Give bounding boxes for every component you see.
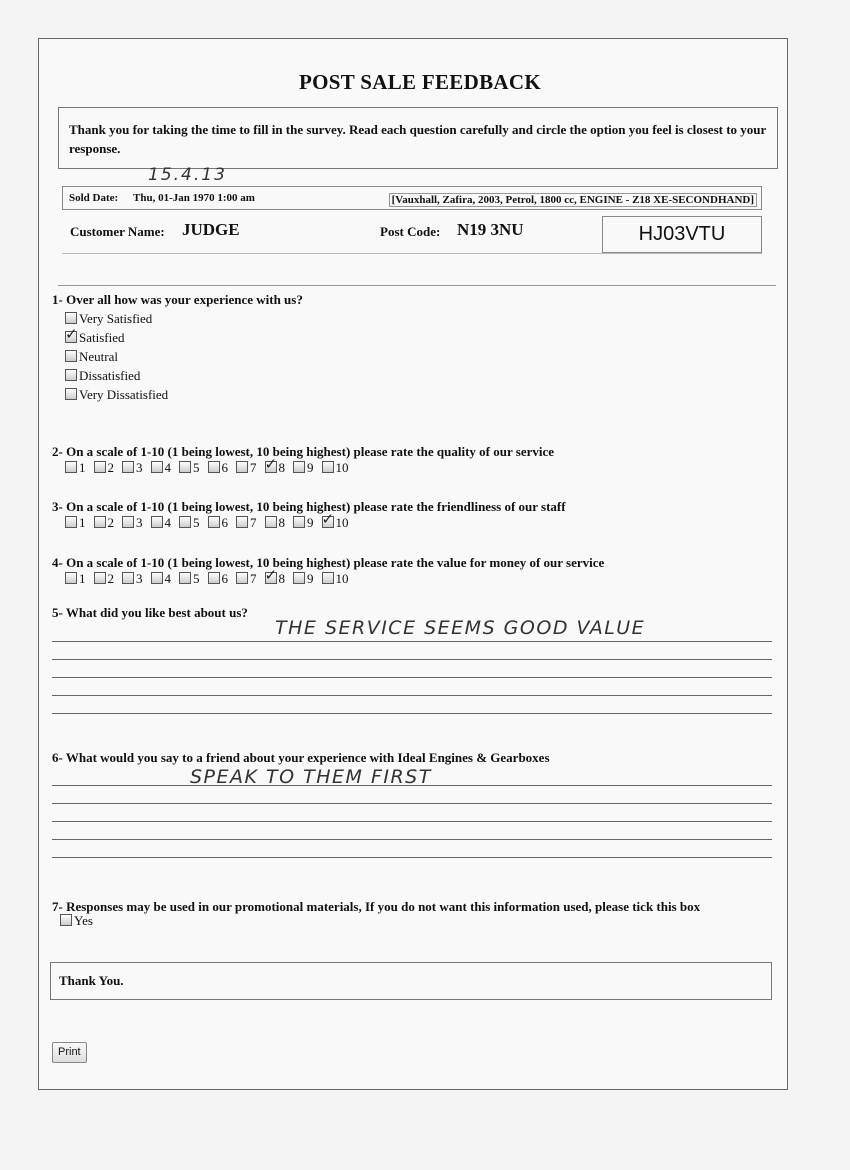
q4-scale-label: 10 — [335, 571, 349, 586]
checkbox-icon[interactable] — [293, 516, 305, 528]
q2-scale-item[interactable] — [322, 460, 349, 476]
checkbox-icon[interactable] — [65, 369, 77, 381]
q4-scale-item[interactable] — [179, 571, 200, 587]
post-code-value: N19 3NU — [457, 220, 524, 239]
q2-scale-item[interactable] — [122, 460, 143, 476]
q4-scale-item[interactable] — [122, 571, 143, 587]
handwritten-date: 15.4.13 — [148, 165, 227, 185]
q3-scale-item[interactable] — [94, 515, 115, 531]
question-5-answer[interactable]: THE SERVICE SEEMS GOOD VALUE — [275, 617, 646, 639]
checkbox-icon[interactable] — [236, 516, 248, 528]
question-2: 2- On a scale of 1-10 (1 being lowest, 10 being highest) please rate the quality of our service — [52, 444, 555, 459]
checkbox-icon[interactable] — [179, 516, 191, 528]
q3-scale-label: 6 — [221, 515, 228, 530]
q4-scale-item[interactable] — [65, 571, 86, 587]
q2-scale-label: 7 — [250, 460, 257, 475]
option-yes-label: Yes — [74, 913, 93, 928]
q4-scale-item[interactable] — [293, 571, 314, 587]
q3-scale-label: 1 — [79, 515, 86, 530]
checkbox-icon[interactable] — [265, 461, 277, 473]
answer-line — [52, 803, 772, 804]
vehicle-details: [Vauxhall, Zafira, 2003, Petrol, 1800 cc, ENGINE - Z18 XE-SECONDHAND] — [389, 193, 757, 207]
checkbox-icon[interactable] — [94, 461, 106, 473]
q4-scale-item[interactable] — [236, 571, 257, 587]
answer-line — [52, 695, 772, 696]
q2-scale-item[interactable] — [65, 460, 86, 476]
q3-scale-label: 4 — [164, 515, 171, 530]
q1-option-label: Very Satisfied — [79, 311, 153, 326]
q3-scale-item[interactable] — [65, 515, 86, 531]
checkbox-icon[interactable] — [122, 461, 134, 473]
q4-scale-label: 7 — [250, 571, 257, 586]
checkbox-icon[interactable] — [179, 461, 191, 473]
q3-scale-item[interactable] — [265, 515, 286, 531]
q2-scale-item[interactable] — [94, 460, 115, 476]
q3-scale-label: 7 — [250, 515, 257, 530]
q3-scale-item[interactable] — [322, 515, 349, 531]
question-3: 3- On a scale of 1-10 (1 being lowest, 10 being highest) please rate the friendliness of our staff — [52, 499, 566, 514]
q3-scale-label: 2 — [107, 515, 114, 530]
q4-scale-item[interactable] — [322, 571, 349, 587]
q2-scale-label: 4 — [164, 460, 171, 475]
q3-scale-label: 9 — [307, 515, 314, 530]
answer-line — [52, 821, 772, 822]
checkbox-icon[interactable] — [179, 572, 191, 584]
checkbox-icon[interactable] — [265, 516, 277, 528]
registration-box: HJ03VTU — [602, 216, 762, 253]
q1-option-label: Dissatisfied — [79, 368, 141, 383]
checkbox-icon[interactable] — [322, 572, 334, 584]
q1-option[interactable] — [65, 347, 168, 366]
page-title: POST SALE FEEDBACK — [299, 70, 541, 94]
q4-scale-label: 2 — [107, 571, 114, 586]
question-4: 4- On a scale of 1-10 (1 being lowest, 10 being highest) please rate the value for money of our service — [52, 555, 605, 570]
q2-scale-item[interactable] — [208, 460, 229, 476]
checkbox-icon[interactable] — [151, 516, 163, 528]
answer-line — [52, 677, 772, 678]
q3-scale-label: 5 — [193, 515, 200, 530]
q2-scale-label: 8 — [278, 460, 285, 475]
answer-line — [52, 641, 772, 642]
checkbox-icon[interactable] — [65, 312, 77, 324]
q2-scale-item[interactable] — [293, 460, 314, 476]
checkbox-icon[interactable] — [65, 572, 77, 584]
checkbox-icon[interactable] — [208, 516, 220, 528]
q4-scale-label: 8 — [278, 571, 285, 586]
checkbox-icon[interactable] — [65, 388, 77, 400]
customer-name-label: Customer Name: — [70, 224, 165, 239]
post-code-label: Post Code: — [380, 224, 441, 239]
q4-scale-label: 5 — [193, 571, 200, 586]
checkbox-icon[interactable] — [65, 516, 77, 528]
q3-scale-label: 10 — [335, 515, 349, 530]
answer-line — [52, 857, 772, 858]
q3-scale-item[interactable] — [151, 515, 172, 531]
q2-scale-label: 1 — [79, 460, 86, 475]
checkbox-icon[interactable] — [60, 914, 72, 926]
q4-scale-label: 9 — [307, 571, 314, 586]
q1-option[interactable] — [65, 385, 168, 404]
q2-scale-item[interactable] — [236, 460, 257, 476]
answer-line — [52, 713, 772, 714]
q2-scale-label: 9 — [307, 460, 314, 475]
checkbox-icon[interactable] — [293, 572, 305, 584]
q4-scale-item[interactable] — [94, 571, 115, 587]
q3-scale-item[interactable] — [236, 515, 257, 531]
checkbox-icon[interactable] — [65, 331, 77, 343]
checkbox-icon[interactable] — [65, 350, 77, 362]
question-1: 1- Over all how was your experience with us? — [52, 292, 303, 307]
q1-option-label: Satisfied — [79, 330, 125, 345]
checkbox-icon[interactable] — [94, 572, 106, 584]
checkbox-icon[interactable] — [208, 572, 220, 584]
checkbox-icon[interactable] — [65, 461, 77, 473]
question-5: 5- What did you like best about us? — [52, 605, 248, 620]
question-7-options — [60, 911, 93, 930]
checkbox-icon[interactable] — [151, 461, 163, 473]
q4-scale-label: 1 — [79, 571, 86, 586]
checkbox-icon[interactable] — [322, 461, 334, 473]
section-divider — [58, 285, 776, 286]
answer-line — [52, 785, 772, 786]
checkbox-icon[interactable] — [122, 516, 134, 528]
q1-option-label: Very Dissatisfied — [79, 387, 169, 402]
answer-line — [52, 839, 772, 840]
sold-info-box — [62, 186, 762, 210]
q2-scale-item[interactable] — [151, 460, 172, 476]
print-button[interactable]: Print — [52, 1042, 87, 1063]
q3-scale-item[interactable] — [293, 515, 314, 531]
q2-scale-item[interactable] — [265, 460, 286, 476]
q4-scale-label: 3 — [136, 571, 143, 586]
q2-scale-label: 10 — [335, 460, 349, 475]
option-yes[interactable] — [60, 911, 93, 930]
customer-name-value: JUDGE — [182, 220, 240, 239]
checkbox-icon[interactable] — [322, 516, 334, 528]
question-4-scale — [65, 571, 357, 587]
sold-date-label: Sold Date: — [69, 192, 119, 204]
intro-box: Thank you for taking the time to fill in the survey. Read each question carefully and circle the option you feel is closest to your response. — [58, 107, 778, 169]
q3-scale-item[interactable] — [122, 515, 143, 531]
q1-option[interactable] — [65, 328, 168, 347]
q2-scale-label: 3 — [136, 460, 143, 475]
q4-scale-label: 4 — [164, 571, 171, 586]
q3-scale-label: 3 — [136, 515, 143, 530]
checkbox-icon[interactable] — [293, 461, 305, 473]
sold-date-value: Thu, 01-Jan 1970 1:00 am — [133, 192, 255, 204]
checkbox-icon[interactable] — [265, 572, 277, 584]
q1-option[interactable] — [65, 309, 168, 328]
q4-scale-item[interactable] — [208, 571, 229, 587]
q2-scale-label: 5 — [193, 460, 200, 475]
checkbox-icon[interactable] — [122, 572, 134, 584]
question-7: 7- Responses may be used in our promotional materials, If you do not want this information used, please tick this box — [52, 899, 701, 914]
q2-scale-label: 6 — [221, 460, 228, 475]
q4-scale-item[interactable] — [151, 571, 172, 587]
checkbox-icon[interactable] — [236, 572, 248, 584]
q3-scale-item[interactable] — [208, 515, 229, 531]
q1-option[interactable] — [65, 366, 168, 385]
thank-you-box: Thank You. — [50, 962, 772, 1000]
q2-scale-item[interactable] — [179, 460, 200, 476]
q3-scale-label: 8 — [278, 515, 285, 530]
q4-scale-item[interactable] — [265, 571, 286, 587]
q3-scale-item[interactable] — [179, 515, 200, 531]
question-6: 6- What would you say to a friend about your experience with Ideal Engines & Gearboxes — [52, 750, 550, 765]
q1-option-label: Neutral — [79, 349, 118, 364]
checkbox-icon[interactable] — [208, 461, 220, 473]
checkbox-icon[interactable] — [151, 572, 163, 584]
checkbox-icon[interactable] — [94, 516, 106, 528]
q4-scale-label: 6 — [221, 571, 228, 586]
question-1-options — [65, 309, 168, 404]
question-2-scale — [65, 460, 357, 476]
question-3-scale — [65, 515, 357, 531]
question-6-answer[interactable]: SPEAK TO THEM FIRST — [190, 766, 432, 788]
q2-scale-label: 2 — [107, 460, 114, 475]
customer-info-box — [62, 214, 762, 254]
answer-line — [52, 659, 772, 660]
checkbox-icon[interactable] — [236, 461, 248, 473]
